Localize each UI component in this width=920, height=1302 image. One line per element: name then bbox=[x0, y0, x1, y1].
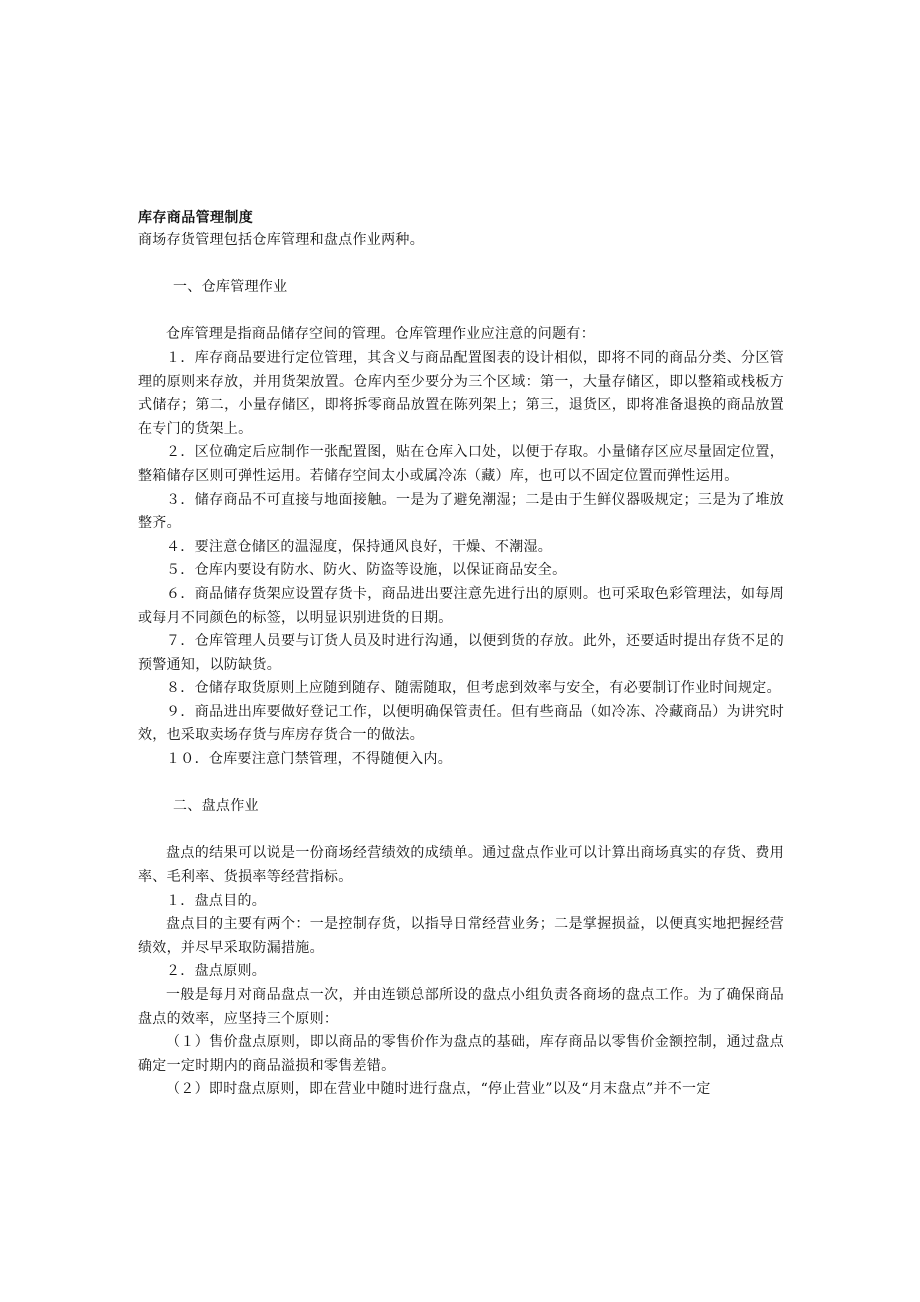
section-heading-warehouse: 一、仓库管理作业 bbox=[173, 279, 288, 296]
subsection-body-principles: 一般是每月对商品盘点一次，并由连锁总部所设的盘点小组负责各商场的盘点工作。为了确保商品盘点的效率，应坚持三个原则： bbox=[138, 987, 784, 1027]
list-item: ８．仓储存取货原则上应随到随存、随需随取，但考虑到效率与安全，有必要制订作业时间规定。 bbox=[166, 680, 781, 697]
list-item: ７．仓库管理人员要与订货人员及时进行沟通，以便到货的存放。此外，还要适时提出存货不足的预警通知，以防缺货。 bbox=[138, 633, 784, 673]
list-item: ６．商品储存货架应设置存货卡，商品进出要注意先进行出的原则。也可采取色彩管理法，如每周或每月不同颜色的标签，以明显识别进货的日期。 bbox=[138, 585, 784, 626]
subsection-body-purpose: 盘点目的主要有两个：一是控制存货，以指导日常经营业务；二是掌握损益，以便真实地把握经营绩效，并尽早采取防漏措施。 bbox=[138, 916, 784, 956]
list-item: １．库存商品要进行定位管理，其含义与商品配置图表的设计相似，即将不同的商品分类、分区管理的原则来存放，并用货架放置。仓库内至少要分为三个区域：第一，大量存储区，即以整箱或栈板方式储存；第二，小量存储区，即将拆零商品放置在陈列架上；第三，退货区，即将准备退换的商品放置在专门的货架上。 bbox=[138, 349, 784, 437]
list-item: １０．仓库要注意门禁管理，不得随便入内。 bbox=[166, 751, 452, 768]
section-lead-inventory: 盘点的结果可以说是一份商场经营绩效的成绩单。通过盘点作业可以计算出商场真实的存货、费用率、毛利率、货损率等经营指标。 bbox=[138, 845, 784, 886]
list-item: ４．要注意仓储区的温湿度，保持通风良好，干燥、不潮湿。 bbox=[166, 538, 553, 555]
list-item: ９．商品进出库要做好登记工作，以便明确保管责任。但有些商品（如冷冻、冷藏商品）为讲究时效，也采取卖场存货与库房存货合一的做法。 bbox=[138, 703, 784, 744]
intro-paragraph: 商场存货管理包括仓库管理和盘点作业两种。 bbox=[138, 232, 424, 248]
document-title: 库存商品管理制度 bbox=[138, 210, 254, 226]
subsection-title-purpose: １．盘点目的。 bbox=[166, 892, 267, 909]
principle-item: （２）即时盘点原则，即在营业中随时进行盘点，“停止营业”以及“月末盘点”并不一定 bbox=[166, 1081, 711, 1098]
subsection-title-principles: ２．盘点原则。 bbox=[166, 963, 267, 980]
principle-item: （１）售价盘点原则，即以商品的零售价作为盘点的基础，库存商品以零售价金额控制，通过盘点确定一定时期内的商品溢损和零售差错。 bbox=[138, 1034, 784, 1074]
list-item: ２．区位确定后应制作一张配置图，贴在仓库入口处，以便于存取。小量储存区应尽量固定位置，整箱储存区则可弹性运用。若储存空间太小或属冷冻（藏）库，也可以不固定位置而弹性运用。 bbox=[138, 444, 784, 484]
document-page bbox=[138, 207, 784, 1102]
section-heading-inventory: 二、盘点作业 bbox=[173, 798, 259, 815]
section-lead-warehouse: 仓库管理是指商品储存空间的管理。仓库管理作业应注意的问题有： bbox=[166, 326, 595, 343]
list-item: ３．储存商品不可直接与地面接触。一是为了避免潮湿；二是由于生鲜仪器吸规定；三是为了堆放整齐。 bbox=[138, 491, 784, 532]
list-item: ５．仓库内要设有防水、防火、防盗等设施，以保证商品安全。 bbox=[166, 562, 567, 579]
